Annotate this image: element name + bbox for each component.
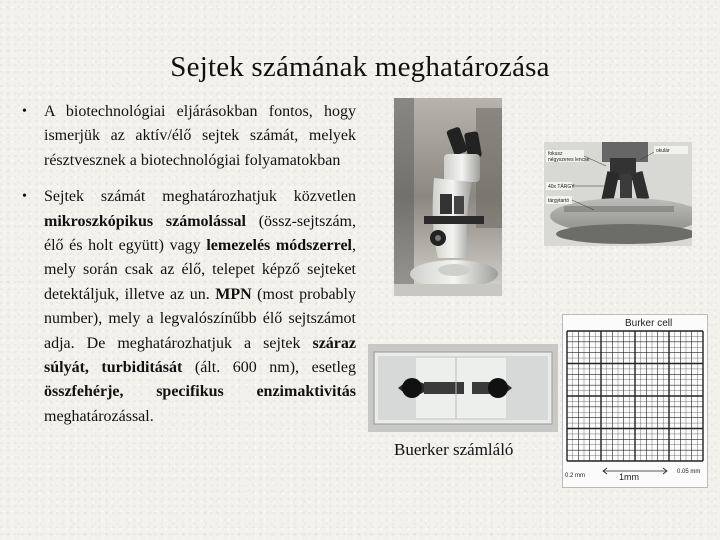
- bold-text-run: összfehérje, specifikus enzimaktivitás: [44, 383, 356, 401]
- counting-chamber-photo: [368, 344, 558, 432]
- scale-label: 0.2 mm: [565, 473, 586, 479]
- bold-text-run: lemezelés módszerrel: [206, 237, 353, 255]
- microscope-label: 40x TÁRGY: [548, 184, 575, 190]
- bold-text-run: mikroszkópikus számolással: [44, 212, 246, 230]
- text-run: , mely során csak az élő, telepet képző sejteket detektáljuk, illetve az un.: [44, 237, 357, 303]
- microscope-label: fokusz: [548, 151, 563, 157]
- microscope-label: tárgytartó: [548, 198, 570, 204]
- bullet-item: [22, 185, 357, 429]
- scale-label: 1mm: [619, 472, 639, 482]
- bullet-text: [44, 100, 356, 173]
- microscope-label: négyszeres lencse: [548, 157, 590, 163]
- text-run: (ált. 600 nm), esetleg: [182, 359, 357, 377]
- bullet-text: [44, 185, 356, 429]
- bullet-item: [22, 100, 356, 173]
- bold-text-run: MPN: [215, 285, 252, 303]
- bullet-list: [22, 100, 357, 429]
- bold-text-run: száraz súlyát, turbiditását: [44, 334, 356, 377]
- bullet-marker: •: [22, 104, 27, 119]
- text-run: meghatározással.: [44, 407, 154, 425]
- microscope-label: okulár: [656, 148, 670, 154]
- microscope-stage-photo: [544, 142, 692, 246]
- burker-grid-title: Burker cell: [625, 318, 673, 329]
- scale-label: 0.05 mm: [677, 469, 701, 475]
- microscope-photo: [394, 98, 502, 296]
- text-run: (össz-sejtszám, élő és holt együtt) vagy: [44, 212, 356, 255]
- text-run: (most probably number), mely a legvalószínűbb élő sejtszámot adja. De meghatározhatjuk a sejtek: [44, 285, 356, 352]
- text-run: Sejtek számát meghatározhatjuk közvetlen: [44, 188, 356, 206]
- bullet-marker: •: [22, 189, 27, 205]
- figure-caption: Buerker számláló: [394, 440, 514, 459]
- slide-title: Sejtek számának meghatározása: [170, 51, 550, 84]
- text-run: A biotechnológiai eljárásokban fontos, hogy ismerjük az aktív/élő sejtek számát, melyek résztvesznek a biotechnológiai folyamatokban: [44, 103, 356, 169]
- burker-grid-figure: [562, 314, 708, 488]
